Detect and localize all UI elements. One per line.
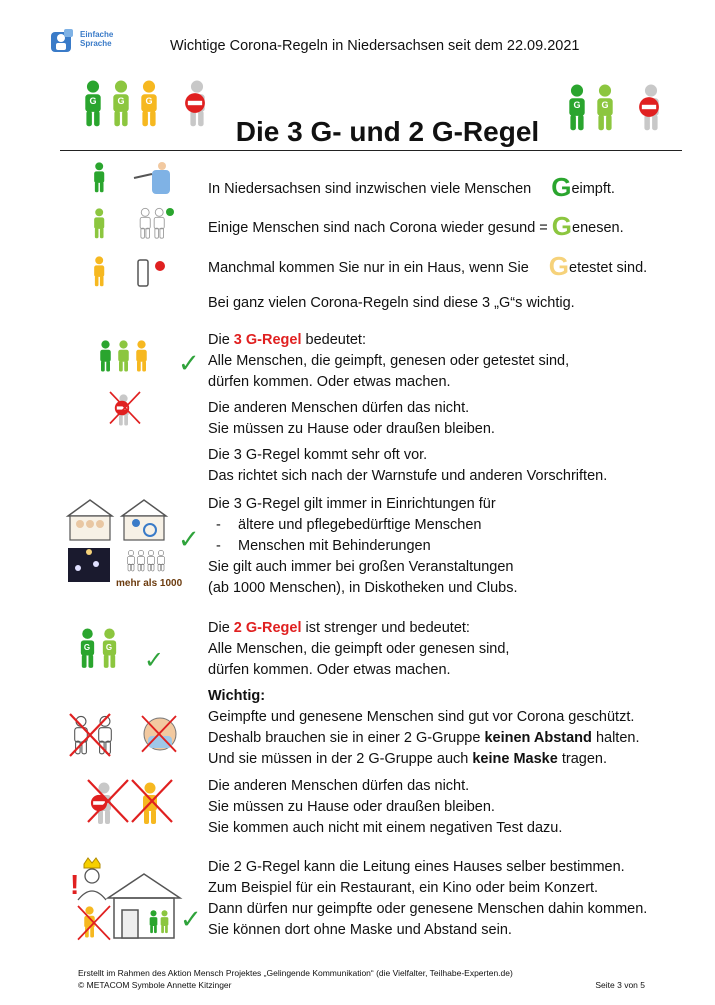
intro-line-4: Bei ganz vielen Corona-Regeln sind diese 3 „G“s wichtig.: [208, 295, 575, 311]
page-subtitle: Wichtige Corona-Regeln in Niedersachsen seit dem 22.09.2021: [170, 38, 580, 54]
page-title: Die 3 G- und 2 G-Regel: [235, 116, 540, 147]
excluded-persons-icons: [88, 780, 178, 830]
checkmark-icon: ✓: [178, 348, 200, 378]
checkmark-icon: ✓: [144, 647, 165, 674]
no-distance-no-mask-icons: [70, 714, 185, 764]
svg-text:G: G: [89, 96, 97, 106]
exclamation-icon: !: [70, 869, 80, 900]
two-g-others: Die anderen Menschen dürfen das nicht. Sie müssen zu Hause oder draußen bleiben. Sie kommen auch nicht mit einem negativen Test dazu.: [208, 778, 563, 836]
intro-line-2: Einige Menschen sind nach Corona wieder gesund = Genesen.: [208, 211, 624, 241]
three-g-definition: Die 3 G-Regel bedeutet: Alle Menschen, die geimpft, genesen oder getestet sind, dürfen kommen. Oder etwas machen.: [208, 332, 570, 390]
page-number: Seite 3 von 5: [595, 980, 645, 990]
three-g-others: Die anderen Menschen dürfen das nicht. Sie müssen zu Hause oder draußen bleiben.: [208, 400, 495, 437]
intro-line-1: In Niedersachsen sind inzwischen viele Menschen Geimpft.: [208, 172, 615, 202]
crowd-icon: [128, 550, 165, 571]
checkmark-icon: ✓: [180, 904, 202, 934]
svg-text:G: G: [105, 643, 113, 652]
svg-text:G: G: [117, 96, 125, 106]
checkmark-icon: ✓: [178, 524, 200, 554]
footer-copyright: © METACOM Symbole Annette Kitzinger: [78, 980, 232, 990]
house-icon: [108, 874, 180, 938]
elderly-home-icon: [68, 500, 112, 540]
important-section: Wichtig: Geimpfte und genesene Menschen sind gut vor Corona geschützt. Deshalb brauchen sie in einer 2 G-Gruppe keinen Abstand halten. Und sie müssen in der 2 G-Gruppe auch keine Maske tragen.: [208, 688, 640, 767]
more-than-1000-label: mehr als 1000: [116, 578, 183, 589]
recovered-person-icon: [94, 208, 104, 238]
logo-line-2: Sprache: [80, 39, 112, 48]
svg-text:G: G: [573, 100, 581, 110]
management-decides-icons: [68, 858, 202, 943]
intro-line-3: Manchmal kommen Sie nur in ein Haus, wenn Sie Getestet sind.: [208, 251, 648, 281]
title-divider: [60, 150, 682, 151]
two-g-management: Die 2 G-Regel kann die Leitung eines Hauses selber bestimmen. Zum Beispiel für ein Restaurant, ein Kino oder beim Konzert. Dann dürfen nur geimpfte oder genesene Menschen dahin kommen. Sie können dort ohne Maske und Abstand sein.: [208, 859, 648, 938]
easy-language-icon: [50, 28, 76, 54]
two-g-definition: Die 2 G-Regel ist strenger und bedeutet: Alle Menschen, die geimpft oder genesen sind, dürfen kommen. Oder etwas machen.: [208, 620, 510, 678]
three-g-facilities: Die 3 G-Regel gilt immer in Einrichtungen für - ältere und pflegebedürftige Menschen - Menschen mit Behinderungen Sie gilt auch immer bei großen Veranstaltungen (ab 1000 Menschen), in Diskotheken und Clubs.: [208, 496, 518, 596]
footer-credits: Erstellt im Rahmen des Aktion Mensch Projektes „Gelingende Kommunikation“ (die Vielfalter, Teilhabe-Experten.de): [78, 968, 513, 978]
disability-home-icon: [122, 500, 166, 540]
recovered-icon: [140, 208, 174, 238]
no-distance-icon: [75, 716, 112, 753]
tested-person-icon: [94, 256, 104, 286]
boss-icon: [78, 858, 106, 900]
vaccination-icon: [134, 162, 170, 194]
intro-icons: [92, 162, 182, 292]
footer: [78, 967, 513, 991]
einfache-sprache-logo: [50, 28, 130, 58]
two-g-rule-icons: [78, 628, 178, 678]
test-kit-icon: [138, 260, 165, 286]
disco-icon: [68, 548, 110, 582]
three-g-frequency: Die 3 G-Regel kommt sehr oft vor. Das richtet sich nach der Warnstufe und anderen Vorschriften.: [208, 447, 608, 484]
svg-text:G: G: [601, 100, 609, 110]
svg-text:G: G: [83, 643, 91, 652]
svg-text:G: G: [145, 96, 153, 106]
logo-line-1: Einfache: [80, 30, 114, 39]
three-g-rule-icons: [98, 338, 198, 438]
vaccinated-person-icon: [94, 162, 104, 192]
